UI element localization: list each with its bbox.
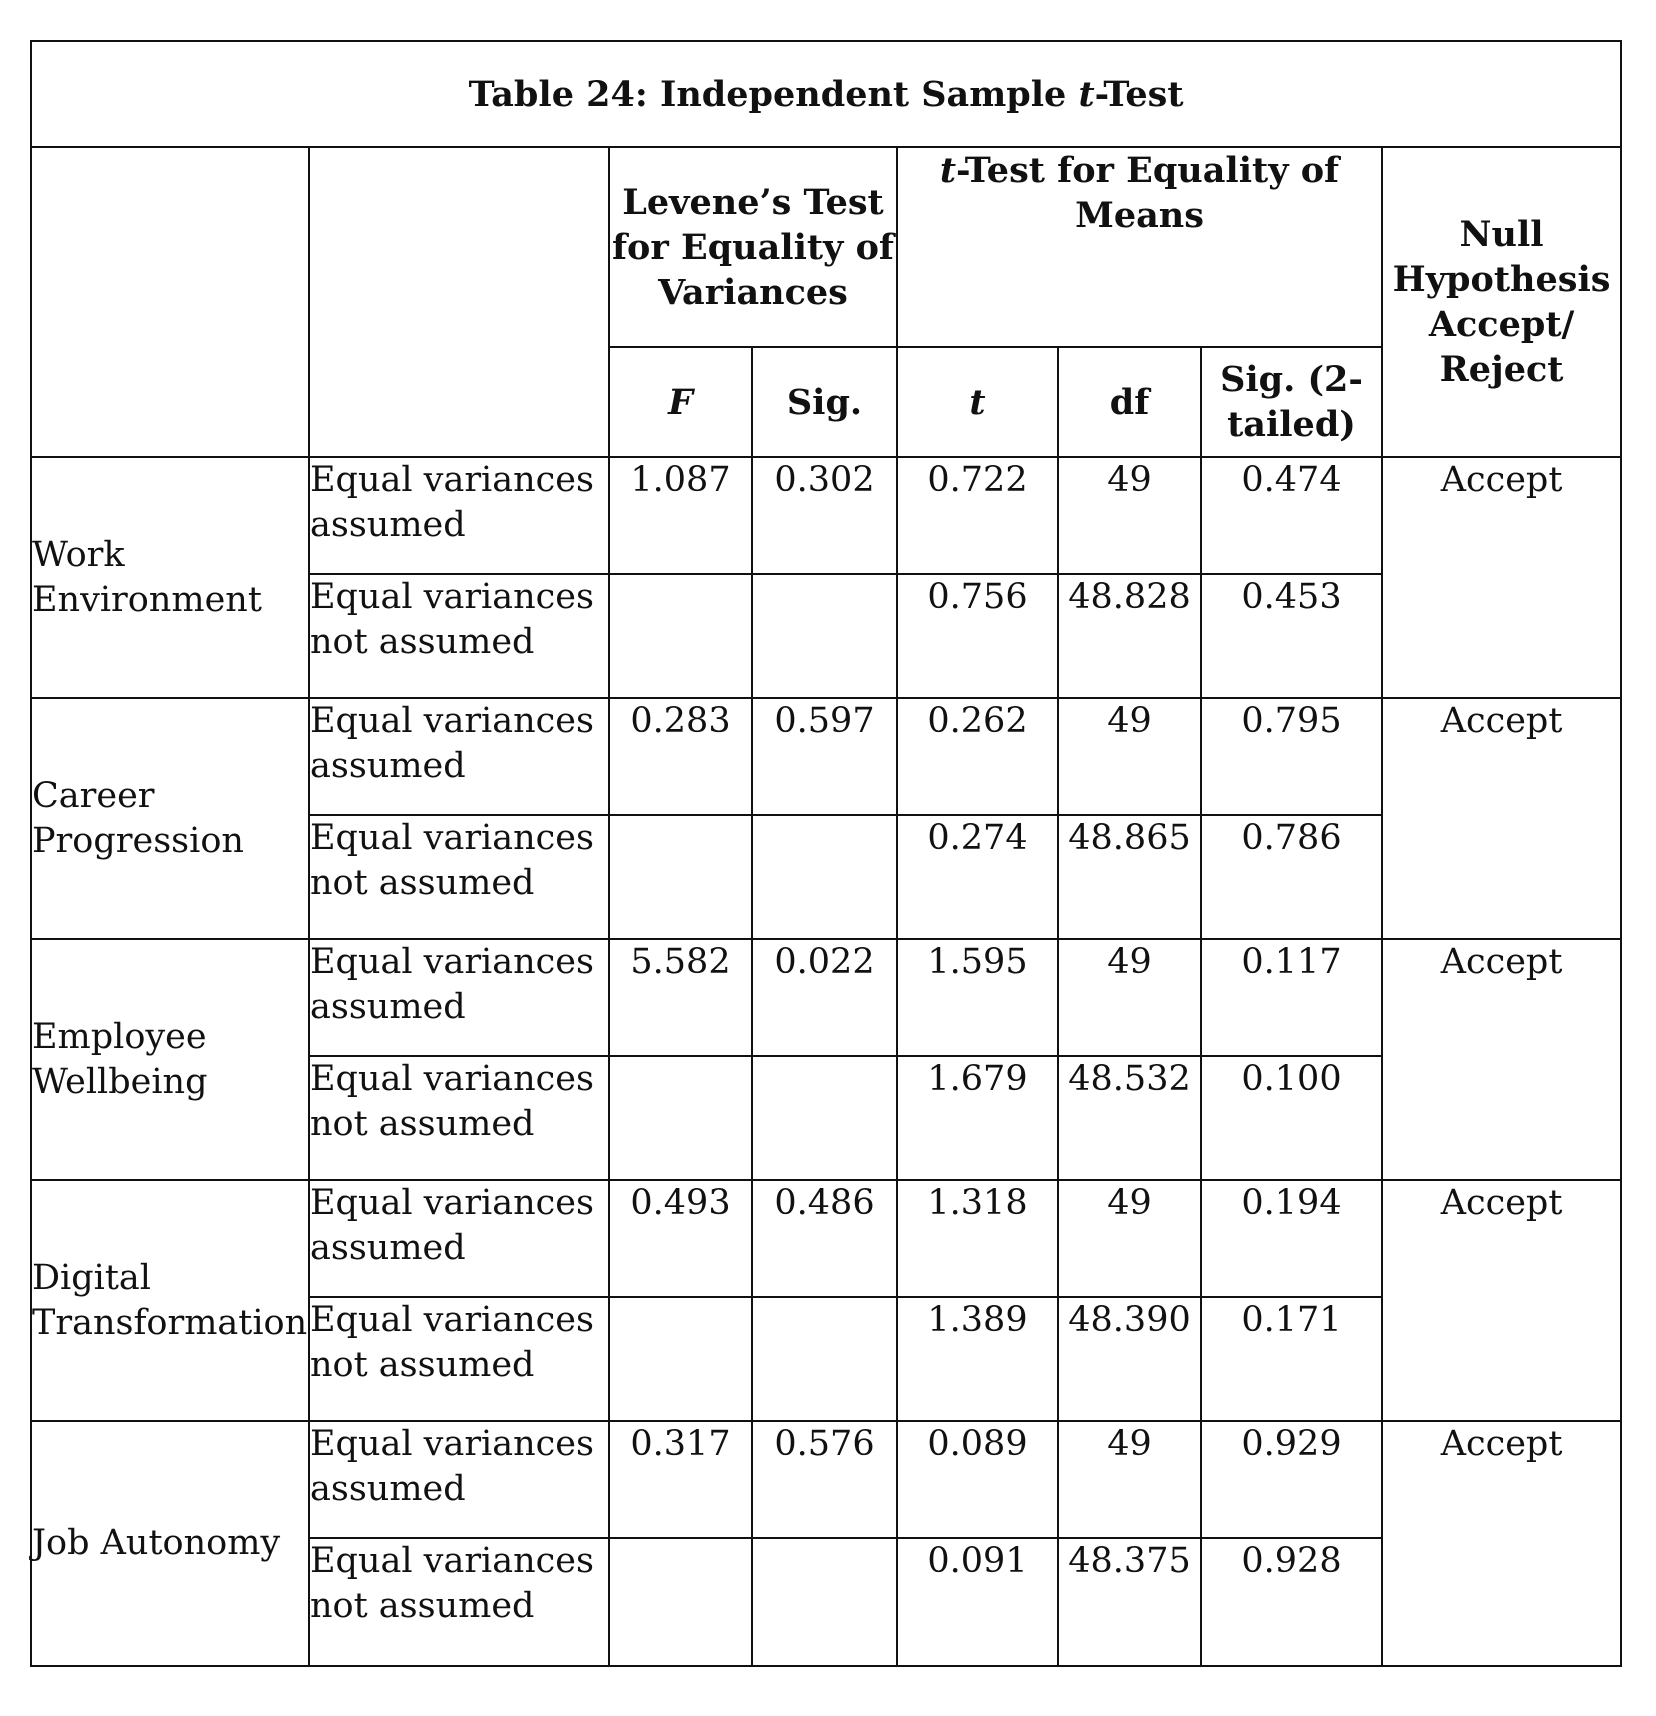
empty-header-cell bbox=[31, 147, 309, 457]
condition-cell: Equal variances assumed bbox=[309, 457, 609, 574]
t-value: 0.089 bbox=[897, 1421, 1058, 1538]
t-value: 1.679 bbox=[897, 1056, 1058, 1180]
condition-cell: Equal variances assumed bbox=[309, 939, 609, 1056]
ttest-header: t-Test for Equality of Means bbox=[897, 147, 1382, 347]
df-value: 49 bbox=[1058, 457, 1201, 574]
f-value: 5.582 bbox=[609, 939, 752, 1056]
f-value-empty bbox=[609, 1056, 752, 1180]
condition-cell: Equal variances not assumed bbox=[309, 1056, 609, 1180]
t-value: 0.274 bbox=[897, 815, 1058, 939]
decision-cell: Accept bbox=[1382, 1180, 1621, 1421]
df-value: 49 bbox=[1058, 1180, 1201, 1297]
df-value: 48.375 bbox=[1058, 1538, 1201, 1666]
null-hypothesis-header: Null Hypothesis Accept/ Reject bbox=[1382, 147, 1621, 457]
sig-2-tailed-value: 0.929 bbox=[1201, 1421, 1382, 1538]
sig-2-tailed-value: 0.928 bbox=[1201, 1538, 1382, 1666]
df-value: 48.865 bbox=[1058, 815, 1201, 939]
df-value: 49 bbox=[1058, 939, 1201, 1056]
sig-2-tailed-header: Sig. (2-tailed) bbox=[1201, 347, 1382, 457]
condition-cell: Equal variances not assumed bbox=[309, 574, 609, 698]
sig-2-tailed-value: 0.453 bbox=[1201, 574, 1382, 698]
t-value: 0.756 bbox=[897, 574, 1058, 698]
levene-sig-value-empty bbox=[752, 1538, 897, 1666]
t-value: 1.318 bbox=[897, 1180, 1058, 1297]
f-value-empty bbox=[609, 815, 752, 939]
f-header: F bbox=[609, 347, 752, 457]
condition-cell: Equal variances not assumed bbox=[309, 815, 609, 939]
table-row bbox=[31, 939, 1621, 1056]
f-value: 1.087 bbox=[609, 457, 752, 574]
df-value: 48.532 bbox=[1058, 1056, 1201, 1180]
decision-cell: Accept bbox=[1382, 939, 1621, 1180]
decision-cell: Accept bbox=[1382, 1421, 1621, 1666]
t-value: 1.389 bbox=[897, 1297, 1058, 1421]
levene-sig-value-empty bbox=[752, 574, 897, 698]
levene-sig-value: 0.597 bbox=[752, 698, 897, 815]
sig-2-tailed-value: 0.171 bbox=[1201, 1297, 1382, 1421]
table-row bbox=[31, 698, 1621, 815]
condition-cell: Equal variances assumed bbox=[309, 1180, 609, 1297]
f-value-empty bbox=[609, 1297, 752, 1421]
levene-sig-value: 0.302 bbox=[752, 457, 897, 574]
decision-cell: Accept bbox=[1382, 698, 1621, 939]
variable-label: Employee Wellbeing bbox=[31, 939, 309, 1180]
sig-2-tailed-value: 0.194 bbox=[1201, 1180, 1382, 1297]
levene-sig-value: 0.576 bbox=[752, 1421, 897, 1538]
t-test-table bbox=[30, 40, 1622, 1667]
levene-sig-value-empty bbox=[752, 815, 897, 939]
df-value: 49 bbox=[1058, 698, 1201, 815]
table-caption: Table 24: Independent Sample t-Test bbox=[31, 41, 1621, 147]
df-value: 48.390 bbox=[1058, 1297, 1201, 1421]
df-header: df bbox=[1058, 347, 1201, 457]
sig-2-tailed-value: 0.795 bbox=[1201, 698, 1382, 815]
table-row bbox=[31, 1421, 1621, 1538]
t-value: 1.595 bbox=[897, 939, 1058, 1056]
df-value: 49 bbox=[1058, 1421, 1201, 1538]
sig-header: Sig. bbox=[752, 347, 897, 457]
levene-sig-value-empty bbox=[752, 1297, 897, 1421]
variable-label: Work Environment bbox=[31, 457, 309, 698]
sig-2-tailed-value: 0.117 bbox=[1201, 939, 1382, 1056]
condition-cell: Equal variances not assumed bbox=[309, 1538, 609, 1666]
table-row bbox=[31, 457, 1621, 574]
empty-header-cell bbox=[309, 147, 609, 457]
f-value-empty bbox=[609, 1538, 752, 1666]
t-value: 0.262 bbox=[897, 698, 1058, 815]
f-value: 0.317 bbox=[609, 1421, 752, 1538]
sig-2-tailed-value: 0.786 bbox=[1201, 815, 1382, 939]
condition-cell: Equal variances not assumed bbox=[309, 1297, 609, 1421]
levene-header: Levene’s Test for Equality of Variances bbox=[609, 147, 897, 347]
levene-sig-value: 0.486 bbox=[752, 1180, 897, 1297]
variable-label: Career Progression bbox=[31, 698, 309, 939]
f-value-empty bbox=[609, 574, 752, 698]
t-value: 0.091 bbox=[897, 1538, 1058, 1666]
levene-sig-value: 0.022 bbox=[752, 939, 897, 1056]
f-value: 0.283 bbox=[609, 698, 752, 815]
table-row bbox=[31, 1180, 1621, 1297]
df-value: 48.828 bbox=[1058, 574, 1201, 698]
sig-2-tailed-value: 0.474 bbox=[1201, 457, 1382, 574]
levene-sig-value-empty bbox=[752, 1056, 897, 1180]
variable-label: Job Autonomy bbox=[31, 1421, 309, 1666]
t-value: 0.722 bbox=[897, 457, 1058, 574]
decision-cell: Accept bbox=[1382, 457, 1621, 698]
condition-cell: Equal variances assumed bbox=[309, 1421, 609, 1538]
condition-cell: Equal variances assumed bbox=[309, 698, 609, 815]
sig-2-tailed-value: 0.100 bbox=[1201, 1056, 1382, 1180]
f-value: 0.493 bbox=[609, 1180, 752, 1297]
variable-label: Digital Transformation bbox=[31, 1180, 309, 1421]
t-header: t bbox=[897, 347, 1058, 457]
